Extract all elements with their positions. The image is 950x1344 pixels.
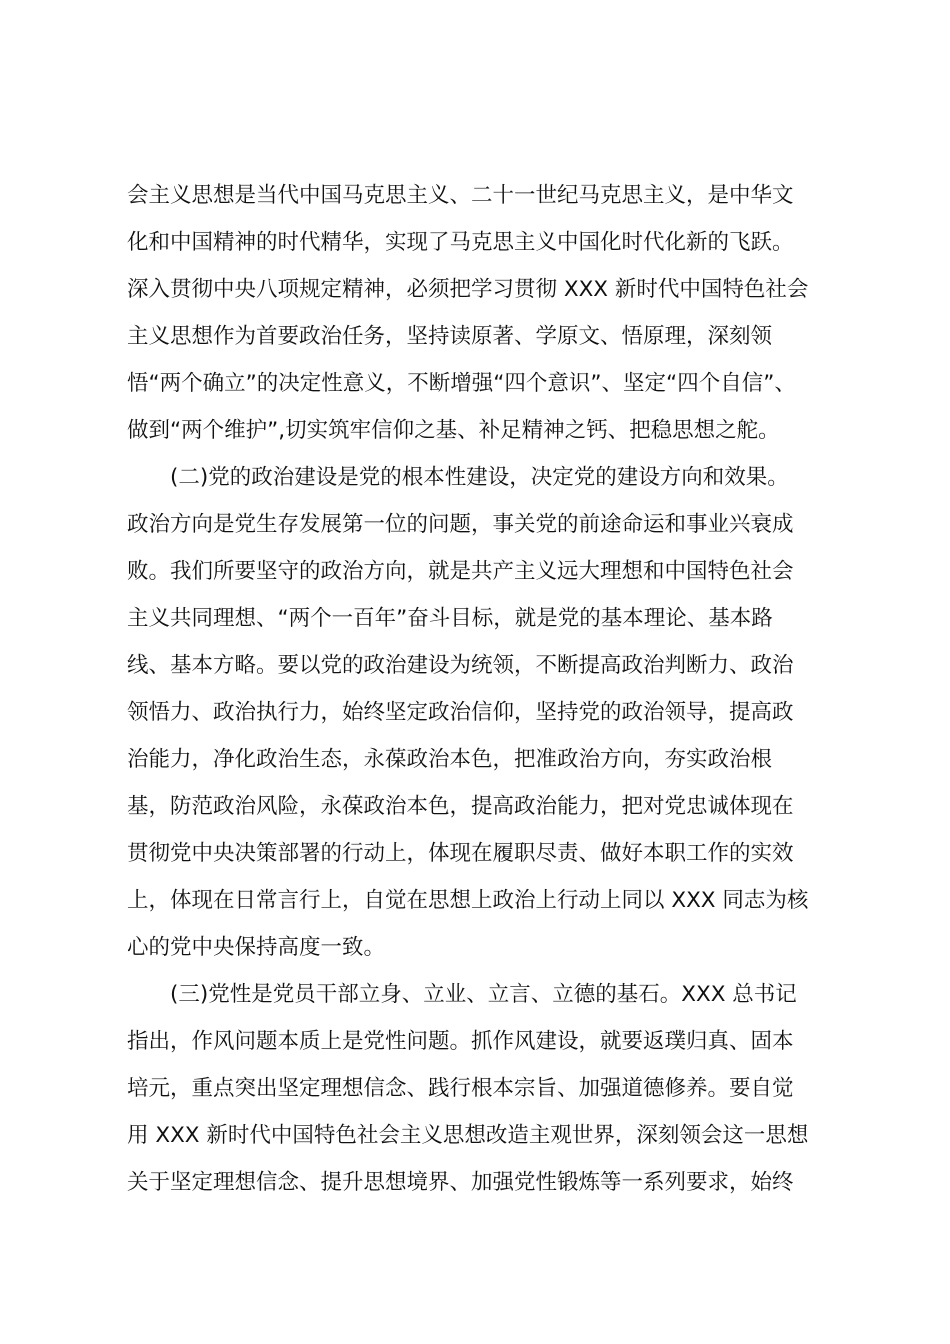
text-line: 主义共同理想、“两个一百年”奋斗目标，就是党的基本理论、基本路 <box>127 606 773 631</box>
text-line: 治能力，净化政治生态，永葆政治本色，把准政治方向，夯实政治根 <box>127 747 773 772</box>
text-line: 悟“两个确立”的决定性意义，不断增强“四个意识”、坚定“四个自信”、 <box>127 371 796 396</box>
text-line: 深入贯彻中央八项规定精神，必须把学习贯彻 XXX 新时代中国特色社会 <box>127 277 809 302</box>
text-line: 贯彻党中央决策部署的行动上，体现在履职尽责、做好本职工作的实效 <box>127 841 794 866</box>
text-line: 会主义思想是当代中国马克思主义、二十一世纪马克思主义，是中华文 <box>127 183 794 208</box>
text-line: 领悟力、政治执行力，始终坚定政治信仰，坚持党的政治领导，提高政 <box>127 700 794 725</box>
body-text <box>127 172 832 1206</box>
text-line: 主义思想作为首要政治任务，坚持读原著、学原文、悟原理，深刻领 <box>127 324 773 349</box>
paragraph-start-line: (三)党性是党员干部立身、立业、立言、立德的基石。XXX 总书记 <box>170 982 797 1007</box>
text-line: 政治方向是党生存发展第一位的问题，事关党的前途命运和事业兴衰成 <box>127 512 794 537</box>
paragraph-start-line: (二)党的政治建设是党的根本性建设，决定党的建设方向和效果。 <box>170 465 789 490</box>
text-line: 化和中国精神的时代精华，实现了马克思主义中国化时代化新的飞跃。 <box>127 230 794 255</box>
text-line: 心的党中央保持高度一致。 <box>127 935 386 960</box>
text-line: 做到“两个维护”,切实筑牢信仰之基、补足精神之钙、把稳思想之舵。 <box>127 418 780 443</box>
text-line: 培元，重点突出坚定理想信念、践行根本宗旨、加强道德修养。要自觉 <box>127 1076 794 1101</box>
text-line: 败。我们所要坚守的政治方向，就是共产主义远大理想和中国特色社会 <box>127 559 794 584</box>
text-line: 上，体现在日常言行上，自觉在思想上政治上行动上同以 XXX 同志为核 <box>127 888 809 913</box>
text-line: 线、基本方略。要以党的政治建设为统领，不断提高政治判断力、政治 <box>127 653 794 678</box>
text-line: 用 XXX 新时代中国特色社会主义思想改造主观世界，深刻领会这一思想 <box>127 1123 809 1148</box>
text-line: 关于坚定理想信念、提升思想境界、加强党性锻炼等一系列要求，始终 <box>127 1170 794 1195</box>
text-line: 指出，作风问题本质上是党性问题。抓作风建设，就要返璞归真、固本 <box>127 1029 794 1054</box>
text-line: 基，防范政治风险，永葆政治本色，提高政治能力，把对党忠诚体现在 <box>127 794 794 819</box>
